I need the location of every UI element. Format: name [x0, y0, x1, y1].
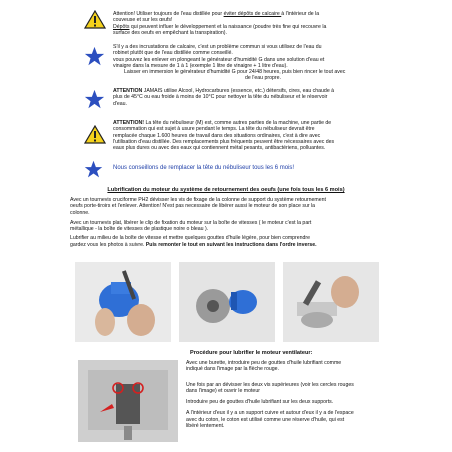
section-1-p2-line-2: métallique - la boîte de vitesses de plastique noire o bleau ).: [70, 226, 209, 233]
cleaning-warning-line-1: JAMAIS utilise Alcool, Hydrocarbures (essence, etc.) détersifs, cires, eau chaude à: [142, 88, 335, 94]
section-1-p1-line-3: colonne.: [70, 209, 90, 216]
nebulizer-warning-line-4: l'utilisation d'eau distillée. Des remplacements plus fréquents peuvent être nécessaires avec des: [113, 138, 335, 145]
cleaning-warning: [113, 88, 443, 107]
section-1-heading: Lubrification du moteur du système de retournement des oeufs (une fois tous les 6 mois): [107, 187, 345, 193]
calcium-note-line-6: de l'eau propre.: [245, 75, 281, 82]
section-2-body: [186, 360, 448, 429]
calcium-note-line-3: vous pouvez les enlever en plongeant le générateur d'humidité G dans une solution d'eau et: [113, 56, 325, 63]
nebulizer-warning-label: ATTENTION!: [113, 120, 145, 126]
warning-1-text: Attention! Utiliser toujours de l'eau distillée pour: [113, 11, 224, 17]
cleaning-warning-line-3: d'eau.: [113, 100, 127, 107]
fan-step-4-line-1: A l'intérieur d'eux il y a un support cuivre et autour d'eux il y a de l'espace: [186, 410, 354, 417]
fan-step-2-line-2: dans l'image) et ouvrir le moteur: [186, 387, 260, 394]
fan-step-1-line-2: indiqué dans l'image par la flèche rouge.: [186, 366, 279, 373]
calcium-note-line-5: Laisser en immersion le générateur d'humidité G pour 24/48 heures, puis bien rincer le tout avec: [124, 69, 346, 76]
fan-step-4-line-2: avec du coton, le coton est utilisé comme une réserve d'huile, qui est: [186, 416, 345, 423]
gearbox-illustration-2: [179, 262, 275, 342]
nebulizer-warning-line-1: La tête du nébuliseur (M) est, comme autres parties de la machine, une partie de: [144, 120, 332, 126]
calcium-note-line-4: vinaigre dans la mesure de 1 à 1 (exemple 1 litre de vinaigre + 1 litre d'eau).: [113, 62, 288, 69]
fan-step-1-line-1: Avec une burette, introduire peu de gouttes d'huile lubrifiant comme: [186, 360, 342, 366]
calcium-note: [113, 44, 443, 82]
warning-1: [113, 11, 443, 36]
section-1-p1-line-2: oeufs porte-tiroirs et l'enlever. Attention! N'est pas necessaire de libérer aussi le moteur de son place sur la: [70, 203, 316, 210]
photo-screwdriver-gearbox: [75, 262, 171, 342]
section-1-p2-line-1: Avec un tournevis plat, libérer le clip de fixation du moteur sur la boîte de vitesses ( le moteur c'est la part: [70, 219, 312, 226]
warning-1-line-4: surface des oeufs en empêchant la transpiration).: [113, 29, 227, 36]
calcium-note-line-2: robinet plutôt que de l'eau distillée comme conseillé.: [113, 50, 233, 57]
warning-1-line-3: qui peuvent influer le développement et la naissance (poudre très fine qui recouvre la: [129, 23, 327, 30]
section-1-p3-line-2: gardez vous les photos à suivre.: [70, 241, 146, 248]
cleaning-warning-label: ATTENTION: [113, 88, 143, 94]
nebulizer-warning: [113, 120, 443, 151]
warning-1-deposits: Dépôts: [113, 23, 130, 30]
fan-step-4-line-3: libéré lentement.: [186, 423, 225, 430]
section-1-p1-line-1: Avec un tournevis cruciforme PH2 dévisser les vis de fixage de la colonne de support du système retournement: [70, 197, 326, 203]
warning-triangle-icon: [84, 125, 106, 144]
section-1-reassemble: Puis remonter le tout en suivant les instructions dans l'ordre inverse.: [145, 241, 317, 248]
section-1-p3-line-1: Lubrifier au milieu de la boîte de vitesse et mettre quelques gouttes d'huile légère, pour bien comprendre: [70, 235, 311, 242]
warning-1-line-2: couveuse et sur les œufs!: [113, 17, 173, 24]
calcium-note-line-1: S'il y a des incrustations de calcaire, c'est un problème commun si vous utilisez de l'eau du: [113, 44, 322, 50]
photo-oil-lubrication: [283, 262, 379, 342]
photo-motor-detached: [179, 262, 275, 342]
replace-advice: Nous conseillons de remplacer la tête du nébuliseur tous les 6 mois!: [113, 165, 295, 171]
fan-step-3-line-1: Introduire peu de gouttes d'huile lubrifiant sur les deux supports.: [186, 399, 334, 406]
nebulizer-warning-line-3: remplacée chaque 1.600 heures de travail dans des situations ordinaires, c'est à dire avec: [113, 132, 321, 139]
fan-step-2-line-1: Une fois par an dévisser les deux vis supérieures (voir les cercles rouges: [186, 381, 354, 388]
gearbox-illustration-1: [75, 262, 171, 342]
gearbox-illustration-3: [283, 262, 379, 342]
blue-star-icon: [84, 160, 103, 179]
nebulizer-warning-line-5: eaux plus dures ou avec des eaux qui contiennent métal pesants, antibactériens, polluantes.: [113, 145, 326, 152]
warning-1-underlined: éviter dépôts de calcaire: [223, 11, 282, 17]
cleaning-warning-line-2: plus de 45°C ou eau froide à moins de 10°C pour nettoyer la tête du nébuliseur et le réservoir: [113, 94, 328, 101]
section-2-heading: Procédure pour lubrifier le moteur ventilateur:: [190, 350, 313, 356]
blue-star-icon: [84, 46, 105, 67]
blue-star-icon: [84, 89, 105, 110]
photo-fan-motor: [78, 360, 178, 442]
section-1-body: [70, 197, 450, 248]
nebulizer-warning-line-2: consommation qui est sujet à usure pendant le temps. La tête du nébuliseur devrait être: [113, 126, 315, 133]
warning-1-text-end: à l'intérieur de la: [281, 11, 320, 17]
warning-triangle-icon: [84, 10, 106, 29]
fan-motor-illustration: [78, 360, 178, 442]
